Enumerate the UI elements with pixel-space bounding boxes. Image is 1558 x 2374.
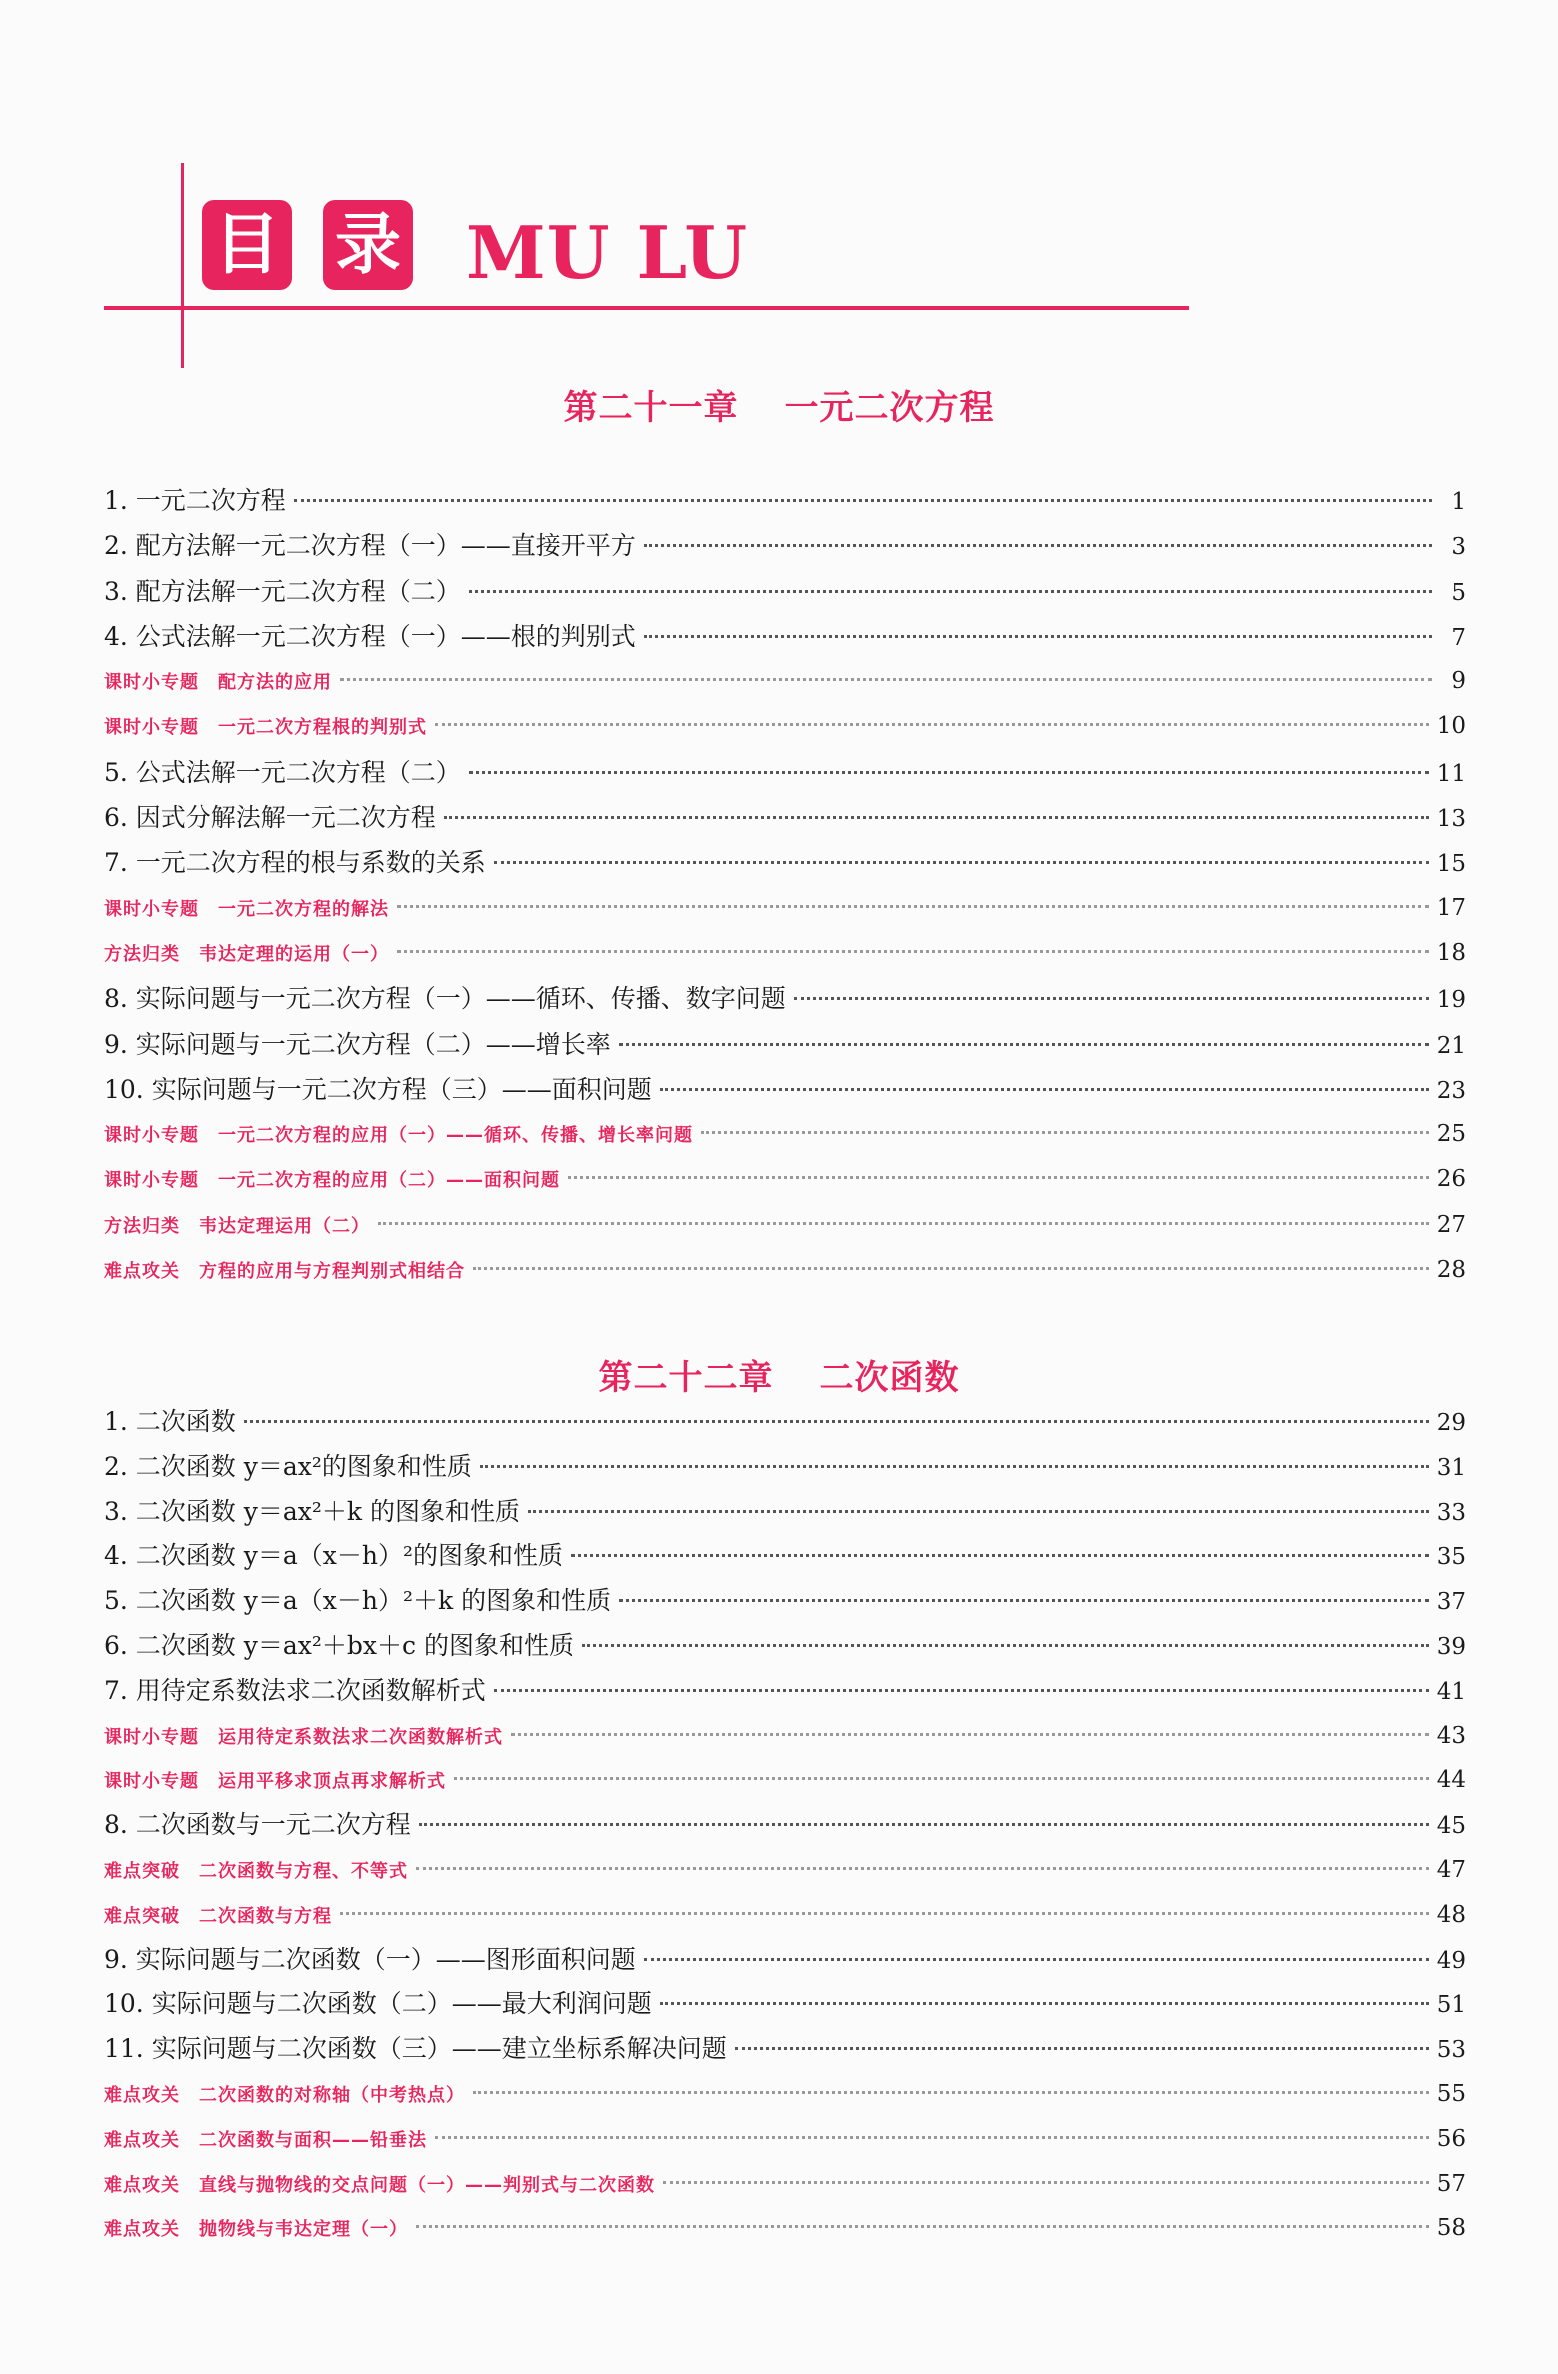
toc-page-number: 29 <box>1436 1410 1466 1436</box>
toc-entry-title: 课时小专题 运用平移求顶点再求解析式 <box>104 1771 446 1793</box>
header-vertical-rule <box>181 163 184 368</box>
toc-dot-leader <box>480 1465 1429 1468</box>
toc-special-entry <box>104 659 1466 704</box>
toc-page-number: 26 <box>1436 1166 1466 1193</box>
toc-entry-title: 10. 实际问题与二次函数（二）——最大利润问题 <box>104 1989 652 2019</box>
toc-entry <box>104 1938 1466 1983</box>
toc-dot-leader <box>582 1644 1429 1647</box>
toc-entry <box>104 1982 1466 2027</box>
toc-entry-title: 2. 二次函数 y＝ax²的图象和性质 <box>104 1451 472 1481</box>
toc-entry-title: 9. 实际问题与二次函数（一）——图形面积问题 <box>104 1944 636 1974</box>
chapter-21-heading <box>0 380 1558 429</box>
toc-dot-leader <box>378 1222 1429 1225</box>
toc-page-number: 23 <box>1436 1077 1466 1104</box>
toc-dot-leader <box>416 2225 1429 2228</box>
toc-dot-leader <box>494 1689 1429 1692</box>
toc-dot-leader <box>660 1088 1429 1091</box>
toc-special-entry <box>104 2206 1466 2251</box>
toc-dot-leader <box>416 1867 1429 1870</box>
toc-entry-title: 课时小专题 一元二次方程的应用（二）——面积问题 <box>104 1170 560 1192</box>
toc-entry-title: 难点攻关 二次函数的对称轴（中考热点） <box>104 2084 465 2106</box>
toc-dot-leader <box>663 2181 1429 2184</box>
toc-entry-title: 11. 实际问题与二次函数（三）——建立坐标系解决问题 <box>104 2034 727 2064</box>
toc-entry-title: 课时小专题 一元二次方程根的判别式 <box>104 717 427 739</box>
toc-page-number: 18 <box>1436 939 1466 966</box>
toc-entry <box>104 2027 1466 2072</box>
toc-entry-title: 3. 二次函数 y＝ax²＋k 的图象和性质 <box>104 1496 520 1526</box>
title-char-mu: 目 <box>202 200 292 290</box>
toc-dot-leader <box>511 1733 1429 1736</box>
toc-entry-title: 课时小专题 一元二次方程的应用（一）——循环、传播、增长率问题 <box>104 1125 693 1147</box>
toc-entry <box>104 1579 1466 1624</box>
toc-dot-leader <box>571 1554 1429 1557</box>
toc-page-number: 44 <box>1436 1767 1466 1794</box>
toc-entry-title: 8. 实际问题与一元二次方程（一）——循环、传播、数字问题 <box>104 984 786 1014</box>
toc-dot-leader <box>435 2136 1429 2139</box>
toc-entry-title: 1. 二次函数 <box>104 1407 236 1436</box>
toc-dot-leader <box>494 861 1429 864</box>
toc-dot-leader <box>244 1420 1429 1423</box>
toc-special-entry <box>104 1203 1466 1248</box>
toc-entry-title: 3. 配方法解一元二次方程（二） <box>104 576 461 606</box>
toc-page-number: 53 <box>1436 2037 1466 2064</box>
toc-dot-leader <box>735 2047 1429 2050</box>
toc-page-number: 45 <box>1436 1813 1466 1840</box>
toc-page-number: 31 <box>1436 1454 1466 1481</box>
toc-entry-title: 6. 二次函数 y＝ax²＋bx＋c 的图象和性质 <box>104 1630 574 1660</box>
toc-special-entry <box>104 1714 1466 1759</box>
toc-page-number: 11 <box>1436 760 1466 787</box>
toc-page-number: 3 <box>1451 534 1466 561</box>
toc-entry-title: 课时小专题 运用待定系数法求二次函数解析式 <box>104 1726 503 1748</box>
toc-dot-leader <box>644 1958 1429 1961</box>
chapter-22-heading <box>0 1350 1558 1399</box>
toc-dot-leader <box>397 905 1429 908</box>
toc-dot-leader <box>469 590 1432 593</box>
toc-page-number: 33 <box>1436 1499 1466 1526</box>
toc-page-number: 17 <box>1436 894 1466 921</box>
toc-entry <box>104 1669 1466 1714</box>
toc-dot-leader <box>644 544 1432 547</box>
toc-entry-title: 5. 二次函数 y＝a（x－h）²＋k 的图象和性质 <box>104 1586 612 1616</box>
toc-dot-leader <box>619 1599 1429 1602</box>
toc-special-entry <box>104 1893 1466 1938</box>
toc-page-number: 1 <box>1451 489 1466 515</box>
toc-page-number: 13 <box>1436 806 1466 833</box>
toc-special-entry <box>104 1248 1466 1293</box>
toc-special-entry <box>104 1157 1466 1202</box>
chapter-21-name: 一元二次方程 <box>784 388 995 428</box>
toc-entry-title: 难点攻关 直线与抛物线的交点问题（一）——判别式与二次函数 <box>104 2174 655 2196</box>
toc-page-number: 57 <box>1436 2170 1466 2197</box>
toc-special-entry <box>104 2072 1466 2117</box>
toc-entry-title: 难点攻关 方程的应用与方程判别式相结合 <box>104 1261 465 1283</box>
toc-entry-title: 难点突破 二次函数与方程 <box>104 1905 332 1927</box>
toc-entry-title: 4. 二次函数 y＝a（x－h）²的图象和性质 <box>104 1541 563 1571</box>
toc-entry <box>104 795 1466 840</box>
chapter-21-toc <box>104 478 1466 1293</box>
toc-page-number: 58 <box>1436 2215 1466 2242</box>
toc-page-number: 39 <box>1436 1633 1466 1660</box>
header-horizontal-rule <box>104 306 1189 310</box>
toc-dot-leader <box>454 1777 1429 1780</box>
toc-special-entry <box>104 931 1466 976</box>
toc-special-entry <box>104 2162 1466 2207</box>
toc-page-number: 15 <box>1436 851 1466 878</box>
toc-special-entry <box>104 886 1466 931</box>
title-char-lu: 录 <box>323 200 413 290</box>
toc-entry-title: 9. 实际问题与一元二次方程（二）——增长率 <box>104 1029 611 1059</box>
toc-entry-title: 4. 公式法解一元二次方程（一）——根的判别式 <box>104 621 636 651</box>
toc-entry <box>104 1400 1466 1445</box>
toc-entry <box>104 569 1466 614</box>
toc-entry-title: 7. 一元二次方程的根与系数的关系 <box>104 848 486 878</box>
chapter-21-number: 第二十一章 <box>563 388 739 428</box>
toc-page-number: 43 <box>1436 1722 1466 1749</box>
toc-dot-leader <box>528 1510 1429 1513</box>
toc-entry <box>104 1534 1466 1579</box>
toc-entry-title: 7. 用待定系数法求二次函数解析式 <box>104 1675 486 1705</box>
toc-entry-title: 6. 因式分解法解一元二次方程 <box>104 803 436 833</box>
toc-dot-leader <box>419 1823 1429 1826</box>
toc-entry-title: 难点攻关 抛物线与韦达定理（一） <box>104 2219 408 2241</box>
toc-page-number: 10 <box>1436 713 1466 740</box>
toc-entry-title: 难点突破 二次函数与方程、不等式 <box>104 1860 408 1882</box>
toc-page-number: 27 <box>1436 1211 1466 1238</box>
toc-dot-leader <box>435 723 1429 726</box>
toc-entry-title: 8. 二次函数与一元二次方程 <box>104 1810 411 1840</box>
toc-page-number: 41 <box>1436 1678 1466 1705</box>
toc-page-number: 37 <box>1436 1589 1466 1616</box>
toc-dot-leader <box>660 2002 1429 2005</box>
toc-page-number: 7 <box>1451 624 1466 651</box>
toc-dot-leader <box>444 816 1429 819</box>
toc-entry-title: 5. 公式法解一元二次方程（二） <box>104 757 461 787</box>
toc-entry <box>104 1803 1466 1848</box>
title-latin: MU LU <box>466 210 749 295</box>
toc-special-entry <box>104 1758 1466 1803</box>
toc-entry-title: 方法归类 韦达定理的运用（一） <box>104 943 389 965</box>
chapter-22-name: 二次函数 <box>819 1358 960 1398</box>
toc-page-number: 48 <box>1436 1901 1466 1928</box>
toc-page-number: 55 <box>1436 2080 1466 2107</box>
toc-special-entry <box>104 1848 1466 1893</box>
toc-entry-title: 10. 实际问题与一元二次方程（三）——面积问题 <box>104 1074 652 1104</box>
toc-entry-title: 方法归类 韦达定理运用（二） <box>104 1215 370 1237</box>
toc-dot-leader <box>340 1912 1429 1915</box>
toc-dot-leader <box>473 2091 1429 2094</box>
toc-entry <box>104 614 1466 659</box>
toc-entry <box>104 1067 1466 1112</box>
toc-dot-leader <box>340 678 1432 681</box>
toc-dot-leader <box>568 1176 1429 1179</box>
toc-entry <box>104 1022 1466 1067</box>
toc-entry-title: 课时小专题 一元二次方程的解法 <box>104 898 389 920</box>
toc-entry <box>104 523 1466 568</box>
toc-entry-title: 难点攻关 二次函数与面积——铅垂法 <box>104 2129 427 2151</box>
toc-entry <box>104 1624 1466 1669</box>
toc-entry-title: 课时小专题 配方法的应用 <box>104 672 332 694</box>
toc-special-entry <box>104 1112 1466 1157</box>
toc-page-number: 21 <box>1436 1032 1466 1059</box>
toc-special-entry <box>104 704 1466 749</box>
toc-entry <box>104 1445 1466 1490</box>
chapter-22-number: 第二十二章 <box>598 1358 774 1398</box>
toc-entry-title: 1. 一元二次方程 <box>104 486 286 515</box>
toc-dot-leader <box>473 1267 1429 1270</box>
toc-entry <box>104 750 1466 795</box>
toc-dot-leader <box>469 771 1429 774</box>
chapter-22-toc <box>104 1400 1466 2251</box>
toc-page-number: 47 <box>1436 1856 1466 1883</box>
toc-dot-leader <box>701 1131 1429 1134</box>
toc-dot-leader <box>794 997 1429 1000</box>
toc-page-number: 51 <box>1436 1992 1466 2019</box>
toc-dot-leader <box>294 499 1432 502</box>
toc-page-number: 56 <box>1436 2125 1466 2152</box>
toc-page-number: 9 <box>1451 668 1466 695</box>
toc-page-number: 28 <box>1436 1257 1466 1284</box>
toc-page-number: 25 <box>1436 1121 1466 1148</box>
toc-page-number: 5 <box>1451 579 1466 606</box>
toc-page-number: 35 <box>1436 1544 1466 1571</box>
toc-entry <box>104 976 1466 1021</box>
toc-dot-leader <box>397 950 1429 953</box>
toc-dot-leader <box>619 1043 1429 1046</box>
toc-page-number: 49 <box>1436 1947 1466 1974</box>
toc-entry <box>104 840 1466 885</box>
toc-page-number: 19 <box>1436 987 1466 1014</box>
toc-dot-leader <box>644 635 1432 638</box>
toc-special-entry <box>104 2117 1466 2162</box>
toc-entry-title: 2. 配方法解一元二次方程（一）——直接开平方 <box>104 531 636 561</box>
toc-entry <box>104 478 1466 523</box>
toc-entry <box>104 1490 1466 1535</box>
